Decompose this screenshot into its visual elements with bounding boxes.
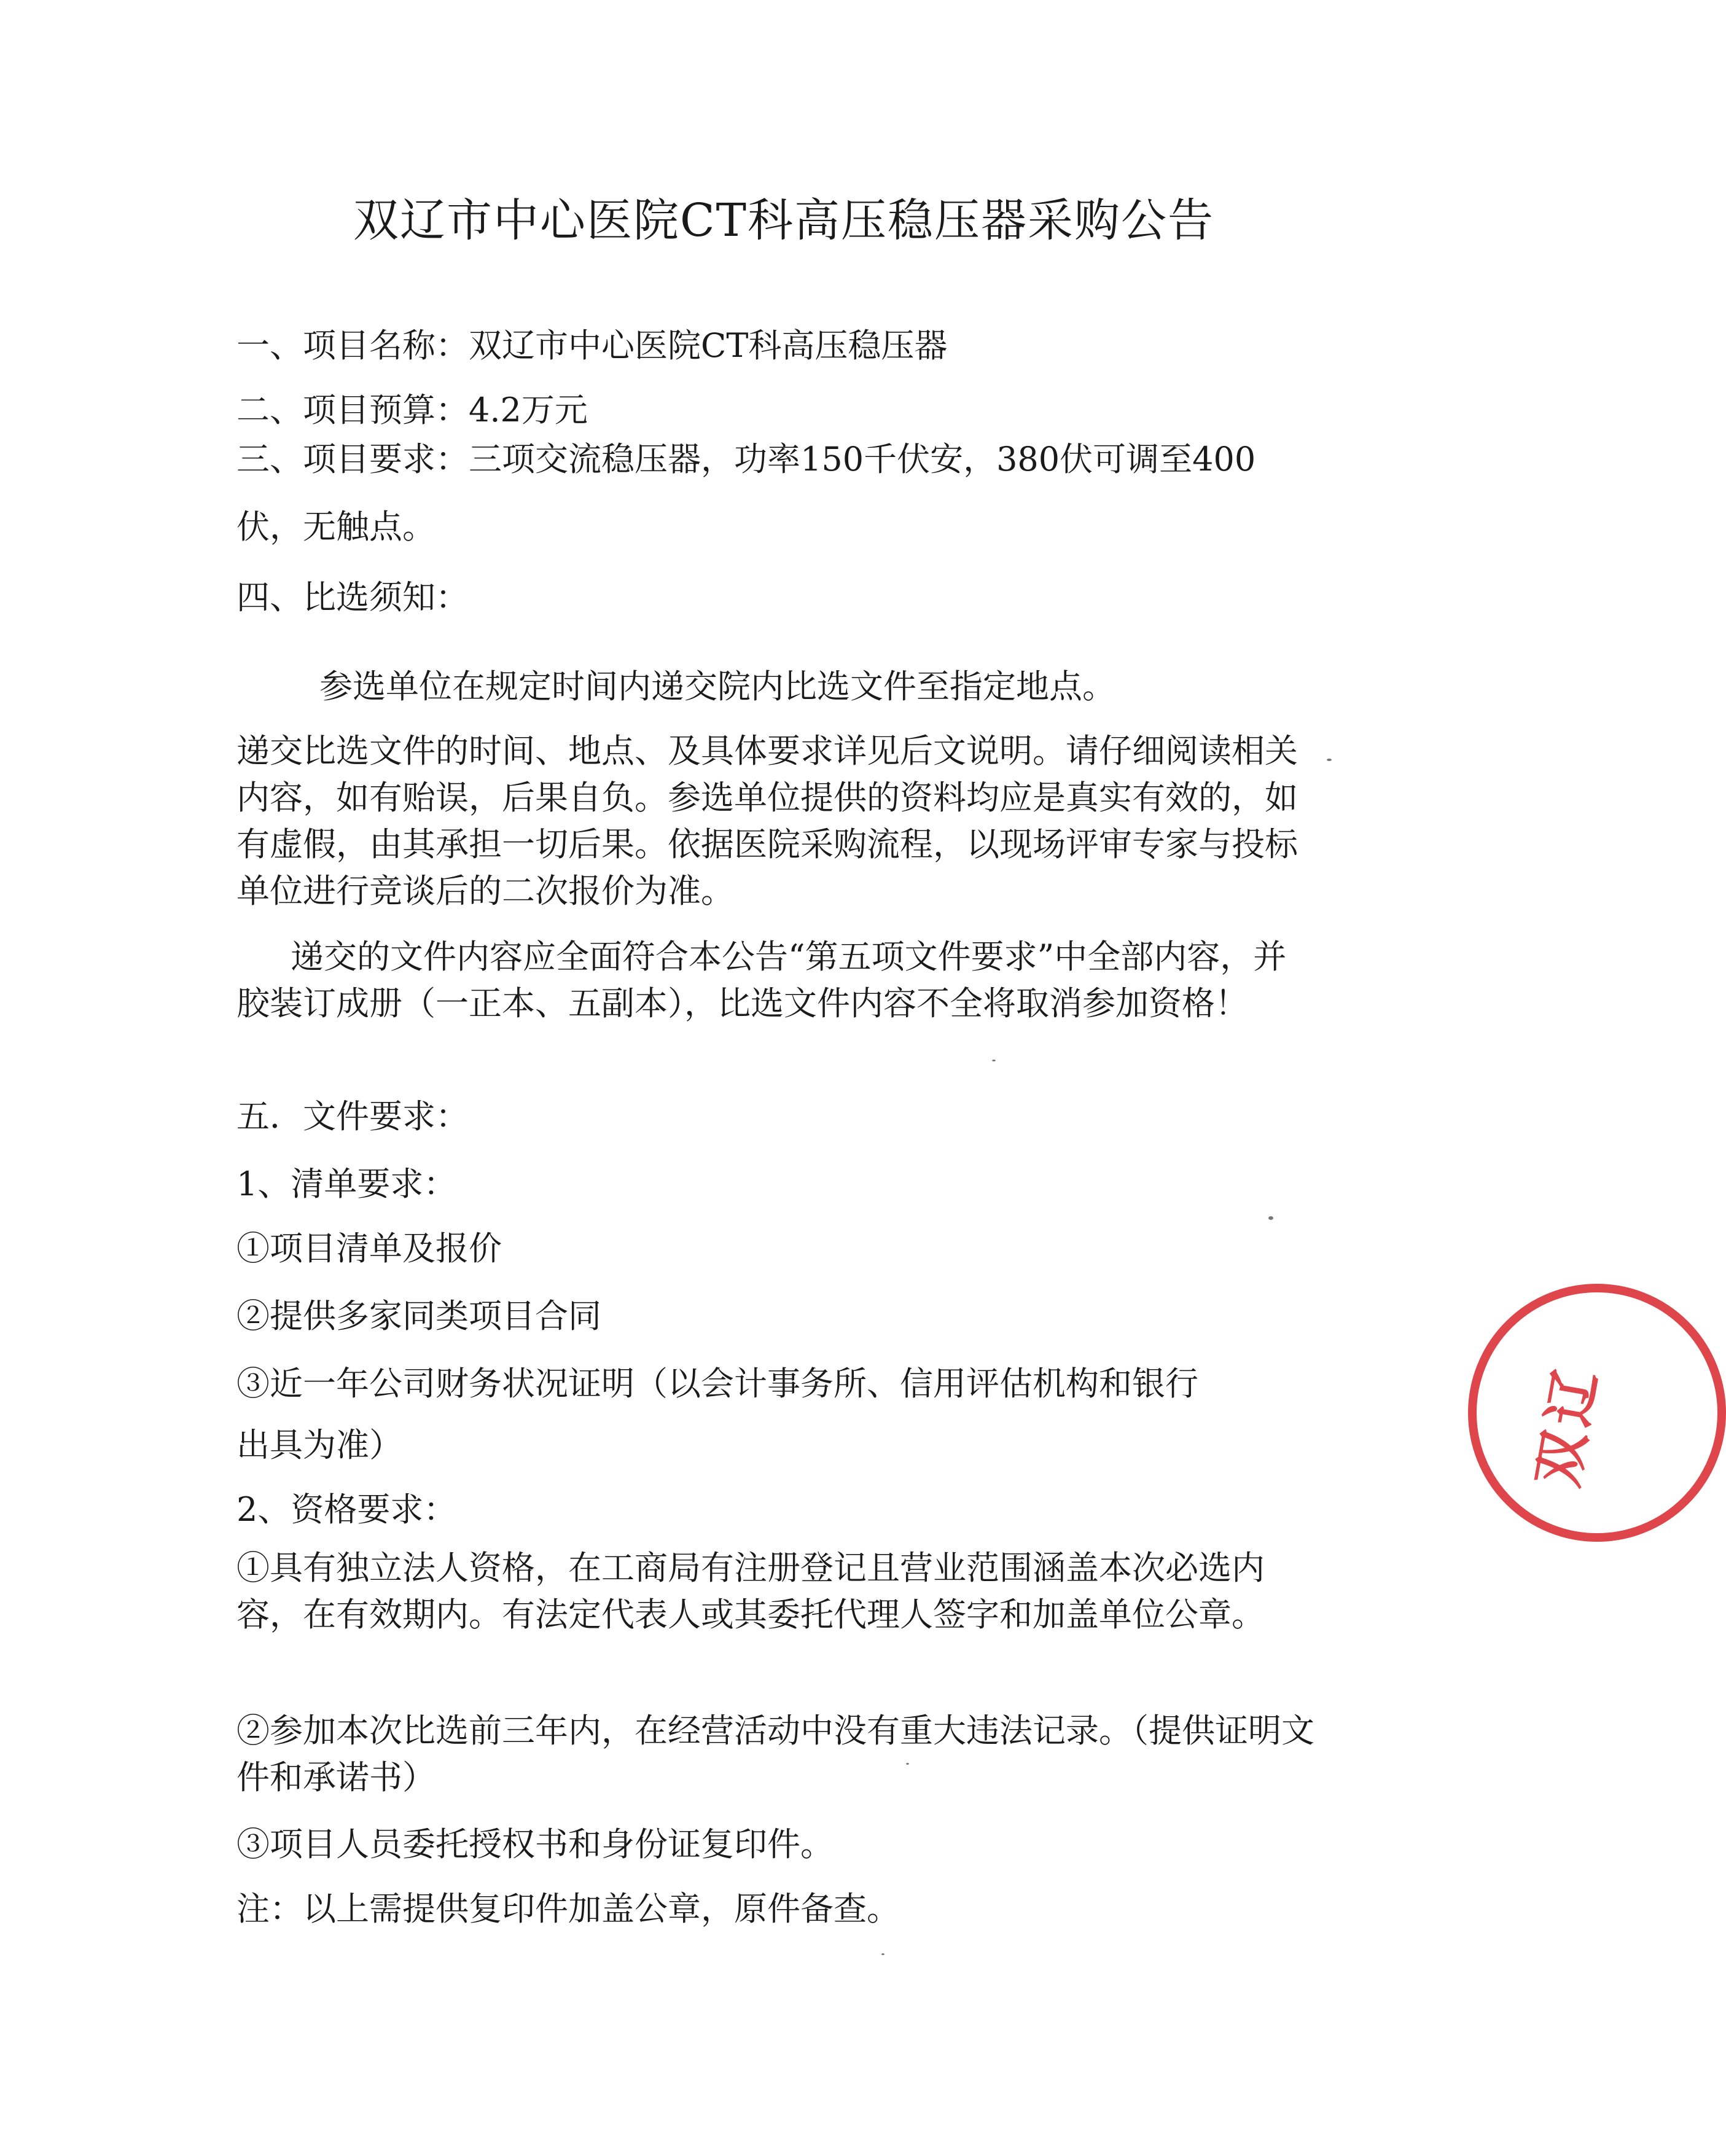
scan-speck — [906, 1763, 909, 1765]
red-seal-stamp — [1468, 1284, 1726, 1542]
item-file-requirements: 五．文件要求： — [236, 1097, 469, 1136]
list-requirement-3-line1: ③近一年公司财务状况证明（以会计事务所、信用评估机构和银行 — [236, 1364, 1198, 1403]
scan-speck — [1268, 1216, 1273, 1220]
item-project-budget: 二、项目预算：4.2万元 — [236, 391, 588, 429]
item-project-requirements-line2: 伏，无触点。 — [236, 507, 435, 546]
stamp-text: 双辽 — [1525, 1359, 1611, 1492]
scan-speck — [1327, 759, 1332, 761]
scan-speck — [881, 1953, 884, 1955]
notice-paragraph-1: 参选单位在规定时间内递交院内比选文件至指定地点。 — [319, 667, 1115, 706]
list-requirement-3-line2: 出具为准） — [236, 1426, 402, 1464]
notice-paragraph-2: 递交比选文件的时间、地点、及具体要求详见后文说明。请仔细阅读相关内容，如有贻误，后果自负。参选单位提供的资料均应是真实有效的，如有虚假，由其承担一切后果。依据医院采购流程，以现场评审专家与投标单位进行竞谈后的二次报价为准。 — [236, 732, 1298, 910]
qualification-1: ①具有独立法人资格，在工商局有注册登记且营业范围涵盖本次必选内容，在有效期内。有法定代表人或其委托代理人签字和加盖单位公章。 — [236, 1549, 1265, 1634]
item-project-name: 一、项目名称：双辽市中心医院CT科高压稳压器 — [236, 326, 948, 365]
scan-speck — [992, 1060, 996, 1061]
item-selection-notice: 四、比选须知： — [236, 578, 469, 617]
notice-paragraph-3: 递交的文件内容应全面符合本公告“第五项文件要求”中全部内容，并胶装订成册（一正本、五副本），比选文件内容不全将取消参加资格！ — [236, 937, 1287, 1023]
document-title: 双辽市中心医院CT科高压稳压器采购公告 — [353, 194, 1214, 247]
qualification-2: ②参加本次比选前三年内，在经营活动中没有重大违法记录。（提供证明文件和承诺书） — [236, 1711, 1314, 1797]
qualification-heading: 2、资格要求： — [236, 1490, 457, 1529]
list-requirement-2: ②提供多家同类项目合同 — [236, 1297, 601, 1335]
list-requirement-1: ①项目清单及报价 — [236, 1229, 502, 1268]
qualification-3: ③项目人员委托授权书和身份证复印件。 — [236, 1825, 834, 1864]
list-requirements-heading: 1、清单要求： — [236, 1165, 457, 1203]
item-project-requirements-line1: 三、项目要求：三项交流稳压器，功率150千伏安，380伏可调至400 — [236, 440, 1256, 478]
document-note: 注：以上需提供复印件加盖公章，原件备查。 — [236, 1889, 900, 1928]
